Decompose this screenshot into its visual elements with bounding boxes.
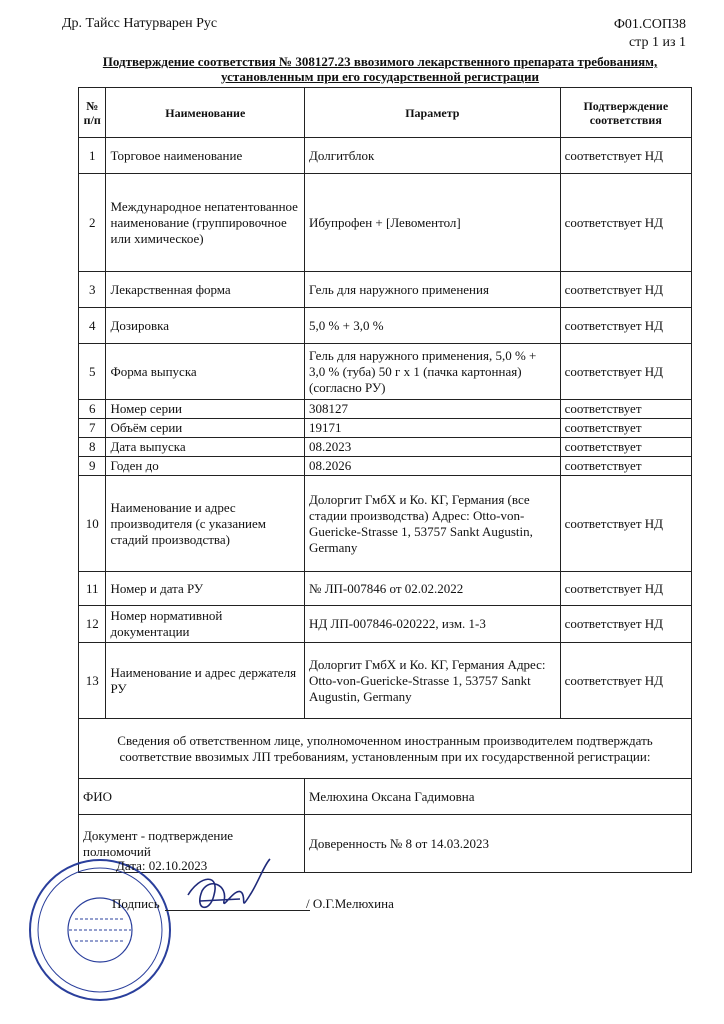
responsible-person-info: Сведения об ответственном лице, уполномоченном иностранным производителем подтверждать соответствие ввозимых ЛП требованиям, установленным при их государственной регистрации:: [79, 719, 692, 779]
fio-label: ФИО: [79, 779, 305, 815]
title-line-2: установленным при его государственной регистрации: [220, 69, 540, 84]
row-num: 10: [79, 476, 106, 572]
company-stamp-icon: [25, 855, 175, 1005]
row-conf: соответствует: [560, 400, 691, 419]
row-name: Годен до: [106, 457, 305, 476]
table-row: [79, 572, 692, 606]
row-name: Номер нормативной документации: [106, 606, 305, 643]
row-conf: соответствует НД: [560, 476, 691, 572]
header-param: Параметр: [305, 88, 561, 138]
row-name: Номер и дата РУ: [106, 572, 305, 606]
row-conf: соответствует НД: [560, 606, 691, 643]
row-param: 08.2023: [305, 438, 561, 457]
table-row: [79, 606, 692, 643]
row-param: 19171: [305, 419, 561, 438]
table-row: [79, 643, 692, 719]
authority-doc-label: Документ - подтверждение полномочий: [79, 815, 305, 873]
row-name: Дата выпуска: [106, 438, 305, 457]
row-num: 6: [79, 400, 106, 419]
row-conf: соответствует НД: [560, 272, 691, 308]
row-name: Дозировка: [106, 308, 305, 344]
row-name: Наименование и адрес держателя РУ: [106, 643, 305, 719]
conformity-table: [78, 87, 692, 873]
row-conf: соответствует: [560, 419, 691, 438]
table-row: [79, 400, 692, 419]
row-param: 5,0 % + 3,0 %: [305, 308, 561, 344]
row-param: 08.2026: [305, 457, 561, 476]
signature-label: Подпись: [112, 896, 160, 911]
row-name: Форма выпуска: [106, 344, 305, 400]
form-code: Ф01.СОП38: [613, 17, 686, 32]
row-name: Наименование и адрес производителя (с указанием стадий производства): [106, 476, 305, 572]
header-conf: Подтверждение соответствия: [560, 88, 691, 138]
table-row: [79, 272, 692, 308]
table-row: [79, 138, 692, 174]
row-param: Гель для наружного применения: [305, 272, 561, 308]
row-conf: соответствует НД: [560, 308, 691, 344]
header-name: Наименование: [106, 88, 305, 138]
row-param: Долгитблок: [305, 138, 561, 174]
row-param: 308127: [305, 400, 561, 419]
row-param: Ибупрофен + [Левоментол]: [305, 174, 561, 272]
page-number: стр 1 из 1: [628, 35, 686, 50]
signature-date: Дата: 02.10.2023: [116, 858, 208, 873]
title-line-1: Подтверждение соответствия № 308127.23 ввозимого лекарственного препарата требованиям,: [102, 54, 658, 69]
row-num: 13: [79, 643, 106, 719]
row-num: 4: [79, 308, 106, 344]
row-num: 8: [79, 438, 106, 457]
row-param: Долоргит ГмбХ и Ко. КГ, Германия (все стадии производства) Адрес: Otto-von-Guericke-Strasse 1, 53757 Sankt Augustin, Germany: [305, 476, 561, 572]
table-row: [79, 438, 692, 457]
row-param: Долоргит ГмбХ и Ко. КГ, Германия Адрес: Otto-von-Guericke-Strasse 1, 53757 Sankt Augustin, Germany: [305, 643, 561, 719]
row-conf: соответствует НД: [560, 572, 691, 606]
fio-row: [79, 779, 692, 815]
info-row: [79, 719, 692, 779]
row-conf: соответствует НД: [560, 174, 691, 272]
row-name: Лекарственная форма: [106, 272, 305, 308]
row-num: 3: [79, 272, 106, 308]
table-header-row: [79, 88, 692, 138]
table-row: [79, 457, 692, 476]
row-name: Торговое наименование: [106, 138, 305, 174]
table-row: [79, 476, 692, 572]
document-title: [70, 54, 690, 84]
header-num: № п/п: [79, 88, 106, 138]
row-num: 11: [79, 572, 106, 606]
row-num: 12: [79, 606, 106, 643]
company-name: Др. Тайсс Натурварен Рус: [62, 16, 218, 31]
table-row: [79, 419, 692, 438]
row-conf: соответствует НД: [560, 643, 691, 719]
row-conf: соответствует НД: [560, 344, 691, 400]
row-num: 1: [79, 138, 106, 174]
signer-name: / О.Г.Мелюхина: [306, 896, 394, 911]
authority-doc-value: Доверенность № 8 от 14.03.2023: [305, 815, 692, 873]
row-num: 2: [79, 174, 106, 272]
table-row: [79, 344, 692, 400]
row-name: Объём серии: [106, 419, 305, 438]
row-conf: соответствует: [560, 457, 691, 476]
row-param: Гель для наружного применения, 5,0 % + 3,0 % (туба) 50 г х 1 (пачка картонная) (согласно РУ): [305, 344, 561, 400]
row-num: 9: [79, 457, 106, 476]
table-row: [79, 174, 692, 272]
row-param: № ЛП-007846 от 02.02.2022: [305, 572, 561, 606]
table-row: [79, 308, 692, 344]
row-conf: соответствует: [560, 438, 691, 457]
row-num: 7: [79, 419, 106, 438]
row-param: НД ЛП-007846-020222, изм. 1-3: [305, 606, 561, 643]
form-code-block: [614, 16, 686, 52]
fio-value: Мелюхина Оксана Гадимовна: [305, 779, 692, 815]
row-num: 5: [79, 344, 106, 400]
row-conf: соответствует НД: [560, 138, 691, 174]
row-name: Номер серии: [106, 400, 305, 419]
row-name: Международное непатентованное наименование (группировочное или химическое): [106, 174, 305, 272]
